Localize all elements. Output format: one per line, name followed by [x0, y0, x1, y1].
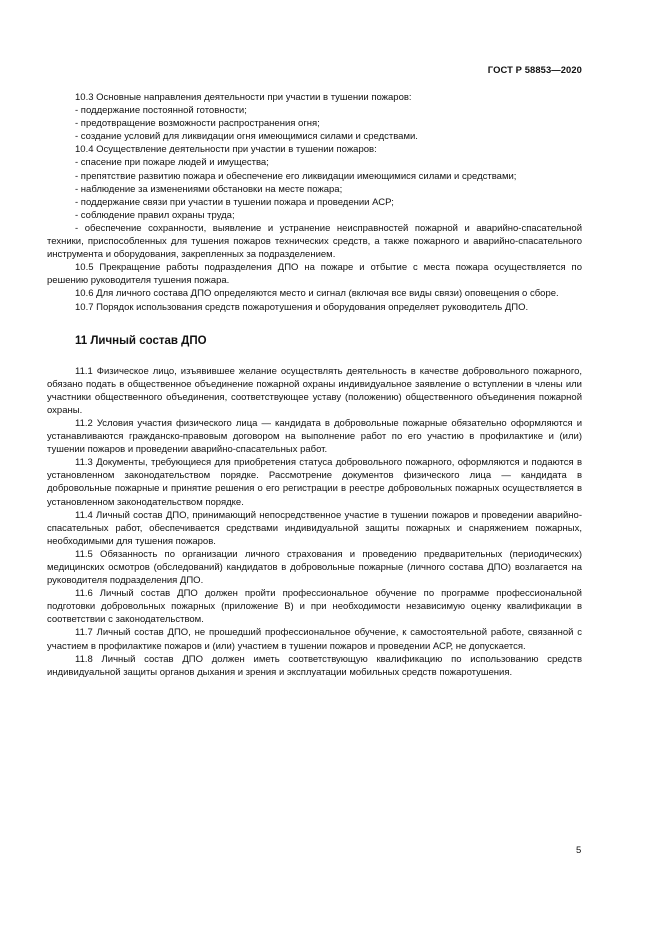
paragraph-10-4: 10.4 Осуществление деятельности при участии в тушении пожаров:	[75, 144, 377, 156]
section-spacer	[47, 314, 582, 334]
section-title: 11 Личный состав ДПО	[75, 334, 207, 347]
list-item: - поддержание постоянной готовности;	[75, 105, 247, 117]
list-item: - создание условий для ликвидации огня имеющимися силами и средствами.	[75, 131, 418, 143]
list-item: - предотвращение возможности распространения огня;	[75, 118, 320, 130]
list-item: - обеспечение сохранности, выявление и устранение неисправностей пожарной и аварийно-спасательной техники, приспособленных для тушения пожаров технических средств, а также пожарного и аварийно-спасательного инструмента и оборудования, закрепленных за подразделением.	[47, 222, 582, 261]
list-item: - поддержание связи при участии в тушении пожара и проведении АСР;	[75, 196, 394, 208]
section-10	[47, 91, 582, 314]
paragraph-11-3: 11.3 Документы, требующиеся для приобретения статуса добровольного пожарного, оформляются и подаются в установленном законодательством порядке. Рассмотрение документов физического лица — кандидата в добровольные пожарные и принятие решения о его регистрации в реестре добровольных пожарных осуществляется в установленном законодательством порядке.	[47, 457, 582, 508]
paragraph-10-3: 10.3 Основные направления деятельности при участии в тушении пожаров:	[75, 92, 412, 103]
paragraph-11-8: 11.8 Личный состав ДПО должен иметь соответствующую квалификацию по использованию средств индивидуальной защиты органов дыхания и зрения и эксплуатации мобильных средств пожаротушения.	[47, 653, 582, 678]
list-item: - наблюдение за изменениями обстановки на месте пожара;	[75, 183, 343, 195]
paragraph-11-5: 11.5 Обязанность по организации личного страхования и проведению предварительных (периодических) медицинских осмотров (обследований) кандидатов в добровольные пожарные (личного состава ДПО) возлагается на руководителя подразделения ДПО.	[47, 548, 582, 587]
document-body	[47, 91, 582, 679]
list-item: - соблюдение правил охраны труда;	[75, 209, 235, 221]
list-item: - препятствие развитию пожара и обеспечение его ликвидации имеющимися силами и средствами;	[75, 170, 517, 182]
paragraph-10-6: 10.6 Для личного состава ДПО определяются место и сигнал (включая все виды связи) оповещения о сборе.	[75, 288, 559, 300]
paragraph-11-4: 11.4 Личный состав ДПО, принимающий непосредственное участие в тушении пожаров и проведении аварийно-спасательных работ, обеспечивается средствами индивидуальной защиты пожарных и снаряжением пожарных, необходимыми для тушения пожаров.	[47, 509, 582, 547]
document-header: ГОСТ Р 58853—2020	[487, 64, 582, 75]
paragraph-10-5: 10.5 Прекращение работы подразделения ДПО на пожаре и отбытие с места пожара осуществляется по решению руководителя тушения пожара.	[47, 262, 582, 287]
paragraph-11-1: 11.1 Физическое лицо, изъявившее желание осуществлять деятельность в качестве добровольного пожарного, обязано подать в общественное объединение пожарной охраны индивидуальное заявление о вступлении в члены или участники общественного объединения, соответствующее уставу (положению) общественного объединения пожарной охраны.	[47, 365, 582, 416]
paragraph-11-6: 11.6 Личный состав ДПО должен пройти профессиональное обучение по программе профессиональной подготовки добровольных пожарных (приложение В) и при необходимости независимую оценку квалификации в соответствии с законодательством.	[47, 588, 582, 626]
list-item: - спасение при пожаре людей и имущества;	[75, 157, 269, 169]
section-11	[47, 334, 582, 679]
paragraph-10-7: 10.7 Порядок использования средств пожаротушения и оборудования определяет руководитель ДПО.	[75, 301, 529, 313]
paragraph-11-2: 11.2 Условия участия физического лица — кандидата в добровольные пожарные обязательно оформляются и устанавливаются гражданско-правовым договором на выполнение работ по его участию в профилактике и (или) тушении пожаров и проведении аварийно-спасательных работ.	[47, 417, 582, 456]
paragraph-11-7: 11.7 Личный состав ДПО, не прошедший профессиональное обучение, к самостоятельной работе, связанной с участием в профилактике пожаров и (или) участием в тушении пожаров и проведении АСР, не допускается.	[47, 627, 582, 652]
page-number: 5	[576, 845, 582, 856]
